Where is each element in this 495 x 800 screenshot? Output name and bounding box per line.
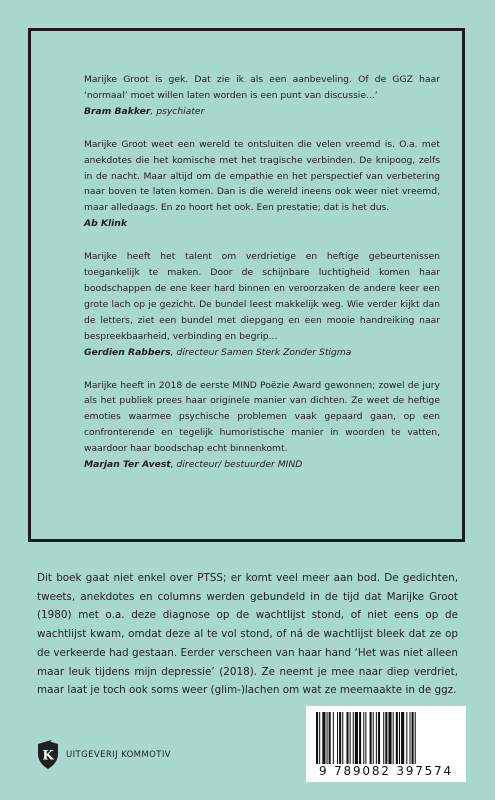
barcode-bar bbox=[353, 712, 354, 764]
quote-bram-bakker bbox=[84, 72, 440, 120]
barcode-bar bbox=[385, 712, 387, 764]
quote-gerdien-rabbers bbox=[84, 249, 440, 360]
quote-role: , directeur/ bestuurder MIND bbox=[170, 459, 303, 471]
publisher-name: UITGEVERIJ KOMMOTIV bbox=[66, 750, 171, 760]
book-blurb bbox=[37, 569, 458, 700]
quote-author: Marjan Ter Avest bbox=[84, 459, 171, 471]
quote-text: Marijke Groot weet een wereld te ontsluiten die velen vreemd is. O.a. met anekdotes die het komische met het tragische verbinden. De knipoog, zelfs in de nacht. Maar altijd om de empathie en het perspectief van verbetering naar boven te laten komen. Dan is die wereld ineens ook weer niet vreemd, maar alledaags. En zo hoort het ook. Een prestatie; dat is het dus. bbox=[84, 138, 440, 214]
barcode-bars bbox=[314, 712, 458, 764]
review-quotes bbox=[84, 72, 440, 490]
logo-letter: K bbox=[42, 748, 54, 764]
isbn-number: 9 789082 397574 bbox=[319, 764, 453, 778]
barcode-bar bbox=[378, 712, 380, 764]
barcode-bar bbox=[370, 712, 372, 764]
barcode-bar bbox=[373, 712, 374, 764]
barcode-bar bbox=[376, 712, 377, 764]
blurb-text: Dit boek gaat niet enkel over PTSS; er komt veel meer aan bod. De gedichten, tweets, anekdotes en columns werden gebundeld in de tijd dat Marijke Groot (1980) met o.a. deze diagnose op de wachtlijst stond, of niet eens op de wachtlijst kwam, omdat deze al te vol stond, of ná de wachtlijst bleek dat ze op de verkeerde had gestaan. Eerder verscheen van haar hand ‘Het was niet alleen maar leuk tijdens mijn depressie’ (2018). Ze neemt je mee naar diep verdriet, maar laat je toch ook soms weer (glim-)lachen om wat ze meemaakte in de ggz. bbox=[37, 572, 458, 697]
quote-attribution bbox=[84, 457, 440, 473]
publisher-mark bbox=[36, 740, 171, 770]
barcode-bar bbox=[327, 712, 328, 764]
quote-author: Gerdien Rabbers bbox=[84, 346, 171, 358]
barcode-bar bbox=[401, 712, 404, 764]
barcode-bar bbox=[409, 712, 410, 764]
barcode-bar bbox=[339, 712, 341, 764]
barcode-bar bbox=[412, 712, 414, 764]
quote-text: Marijke heeft het talent om verdrietige en heftige gebeurtenissen toegankelijk te maken. Door de schijnbare luchtigheid komen haar boodschappen de ene keer hard binnen en veroorzaken de andere keer een grote lach op je gezicht. De bundel leest makkelijk weg. Wie verder kijkt dan de letters, ziet een bundel met diepgang en een mooie handreiking naar bespreekbaarheid, verbinding en begrip... bbox=[84, 251, 440, 342]
quote-marjan-ter-avest bbox=[84, 378, 440, 473]
quote-author: Ab Klink bbox=[84, 218, 127, 230]
barcode-bar bbox=[365, 712, 366, 764]
barcode-bar bbox=[359, 712, 361, 764]
barcode-bar bbox=[337, 712, 338, 764]
shield-k-icon bbox=[36, 740, 60, 770]
quote-author: Bram Bakker bbox=[84, 105, 151, 117]
barcode-bar bbox=[322, 712, 325, 764]
barcode-bar bbox=[396, 712, 398, 764]
barcode-bar bbox=[346, 712, 348, 764]
barcode-bar bbox=[329, 712, 331, 764]
barcode-bar bbox=[342, 712, 343, 764]
barcode-bar bbox=[316, 712, 318, 764]
barcode-bar bbox=[406, 712, 407, 764]
barcode-bar bbox=[415, 712, 416, 764]
quote-ab-klink bbox=[84, 137, 440, 232]
barcode-bar bbox=[355, 712, 358, 764]
quote-attribution bbox=[84, 345, 440, 361]
quote-text: Marijke heeft in 2018 de eerste MIND Poëzie Award gewonnen; zowel de jury als het publiek prees haar originele manier van dichten. Ze weet de heftige emoties waarmee psychische problemen vaak gepaard gaan, op een confronterende en tegelijk humoristische manier in woorden te vatten, waardoor haar boodschap echt binnenkomt. bbox=[84, 379, 440, 455]
quote-attribution bbox=[84, 104, 440, 120]
barcode-bar bbox=[388, 712, 391, 764]
barcode-bar bbox=[399, 712, 400, 764]
barcode-bar bbox=[363, 712, 364, 764]
quote-role: , psychiater bbox=[150, 105, 205, 117]
barcode-bar bbox=[383, 712, 384, 764]
barcode-bar bbox=[393, 712, 394, 764]
isbn-barcode bbox=[306, 706, 466, 782]
barcode-bar bbox=[319, 712, 320, 764]
quote-attribution bbox=[84, 216, 440, 232]
quote-role: , directeur Samen Sterk Zonder Stigma bbox=[170, 346, 352, 358]
quote-text: Marijke Groot is gek. Dat zie ik als een aanbeveling. Of de GGZ haar ‘normaal’ moet willen laten worden is een punt van discussie...’ bbox=[84, 74, 440, 101]
barcode-bar bbox=[333, 712, 334, 764]
barcode-bar bbox=[350, 712, 351, 764]
